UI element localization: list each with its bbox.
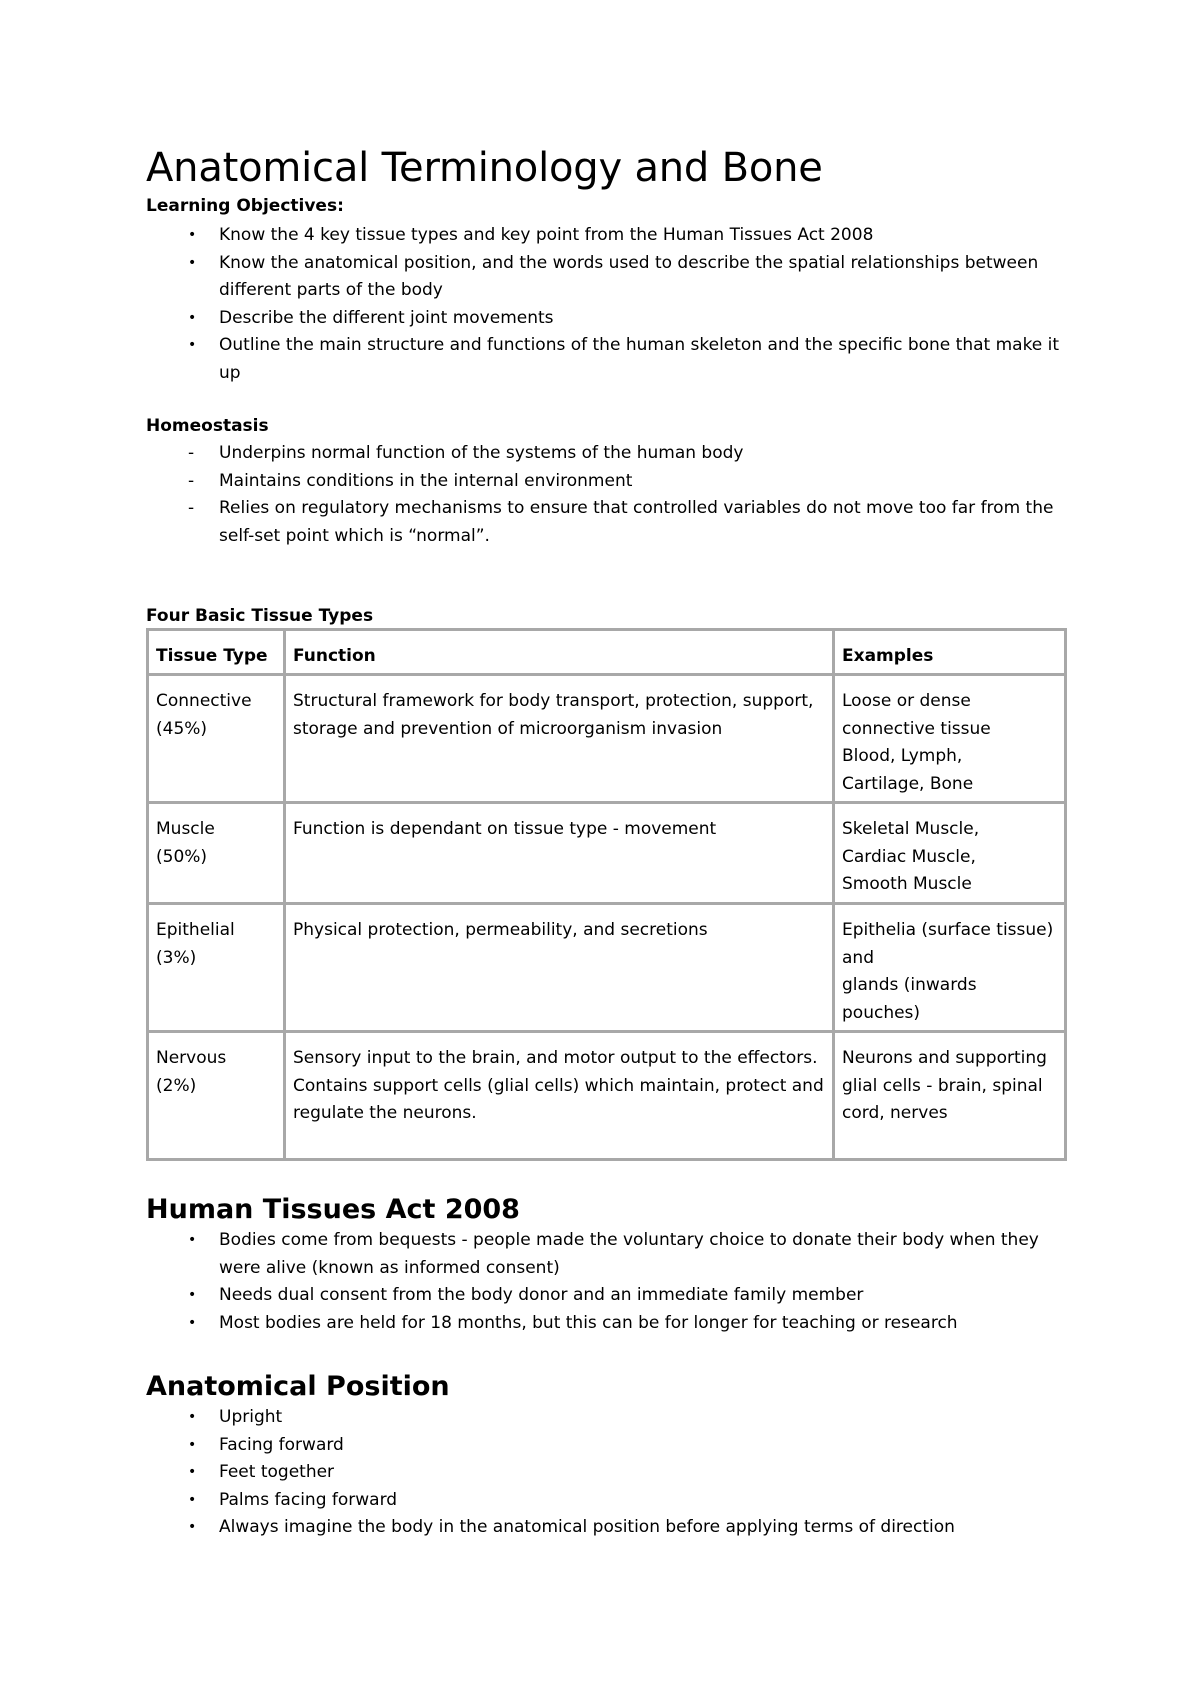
list-item: • Outline the main structure and functions of the human skeleton and the specific bone that make it up [146,332,1066,387]
tissue-types-table [146,628,1067,1161]
list-item: • Facing forward [146,1432,1066,1460]
table-row [148,803,1066,904]
table-row [148,1032,1066,1160]
list-item: • Describe the different joint movements [146,305,1066,333]
bullet-icon: • [188,1464,197,1480]
table-cell: Connective (45%) [148,675,285,803]
table-cell: Epithelia (surface tissue) and glands (inwards pouches) [834,904,1066,1032]
table-cell: Function is dependant on tissue type - movement [285,803,834,904]
column-header: Examples [834,630,1066,675]
list-item: - Relies on regulatory mechanisms to ensure that controlled variables do not move too far from the self-set point which is “normal”. [146,495,1066,550]
list-item: • Upright [146,1404,1066,1432]
table-header-row [148,630,1066,675]
list-item: • Feet together [146,1459,1066,1487]
table-cell: Sensory input to the brain, and motor output to the effectors. Contains support cells (glial cells) which maintain, protect and regulate the neurons. [285,1032,834,1160]
dash-marker: - [188,443,195,463]
list-item: • Know the anatomical position, and the words used to describe the spatial relationships between different parts of the body [146,250,1066,305]
table-cell: Epithelial (3%) [148,904,285,1032]
list-item: • Palms facing forward [146,1487,1066,1515]
dash-marker: - [188,470,195,491]
bullet-icon: • [188,1314,197,1331]
table-cell: Structural framework for body transport, protection, support, storage and prevention of microorganism invasion [285,675,834,803]
table-cell: Nervous (2%) [148,1032,285,1160]
document-title: Anatomical Terminology and Bone [146,145,823,191]
dash-marker: - [188,498,195,518]
list-item: - Maintains conditions in the internal environment [146,468,1066,496]
list-item: - Underpins normal function of the systems of the human body [146,440,1066,468]
table-cell: Muscle (50%) [148,803,285,904]
table-cell: Physical protection, permeability, and secretions [285,904,834,1032]
bullet-icon: • [188,337,197,353]
table-cell: Loose or dense connective tissue Blood, Lymph, Cartilage, Bone [834,675,1066,803]
table-cell: Neurons and supporting glial cells - brain, spinal cord, nerves [834,1032,1066,1160]
hta-heading: Human Tissues Act 2008 [146,1194,520,1225]
hta-list [146,1227,1066,1337]
bullet-icon: • [188,309,197,326]
table-row [148,675,1066,803]
bullet-icon: • [188,1519,197,1535]
anatomical-position-heading: Anatomical Position [146,1371,450,1402]
column-header: Function [285,630,834,675]
anatomical-position-list [146,1404,1066,1542]
learning-objectives-list [146,222,1066,387]
list-item: • Bodies come from bequests - people made the voluntary choice to donate their body when they were alive (known as informed consent) [146,1227,1066,1282]
homeostasis-list [146,440,1066,550]
bullet-icon: • [188,1409,197,1425]
column-header: Tissue Type [148,630,285,675]
table-row [148,904,1066,1032]
table-cell: Skeletal Muscle, Cardiac Muscle, Smooth Muscle [834,803,1066,904]
bullet-icon: • [188,254,197,271]
bullet-icon: • [188,1491,197,1508]
bullet-icon: • [188,227,197,243]
list-item: • Needs dual consent from the body donor and an immediate family member [146,1282,1066,1310]
bullet-icon: • [188,1232,197,1248]
list-item: • Always imagine the body in the anatomical position before applying terms of direction [146,1514,1066,1542]
list-item: • Know the 4 key tissue types and key point from the Human Tissues Act 2008 [146,222,1066,250]
tissue-table-caption: Four Basic Tissue Types [146,606,374,626]
bullet-icon: • [188,1436,197,1453]
homeostasis-heading: Homeostasis [146,416,269,436]
list-item: • Most bodies are held for 18 months, but this can be for longer for teaching or research [146,1310,1066,1338]
learning-objectives-heading: Learning Objectives: [146,196,344,216]
bullet-icon: • [188,1287,197,1303]
